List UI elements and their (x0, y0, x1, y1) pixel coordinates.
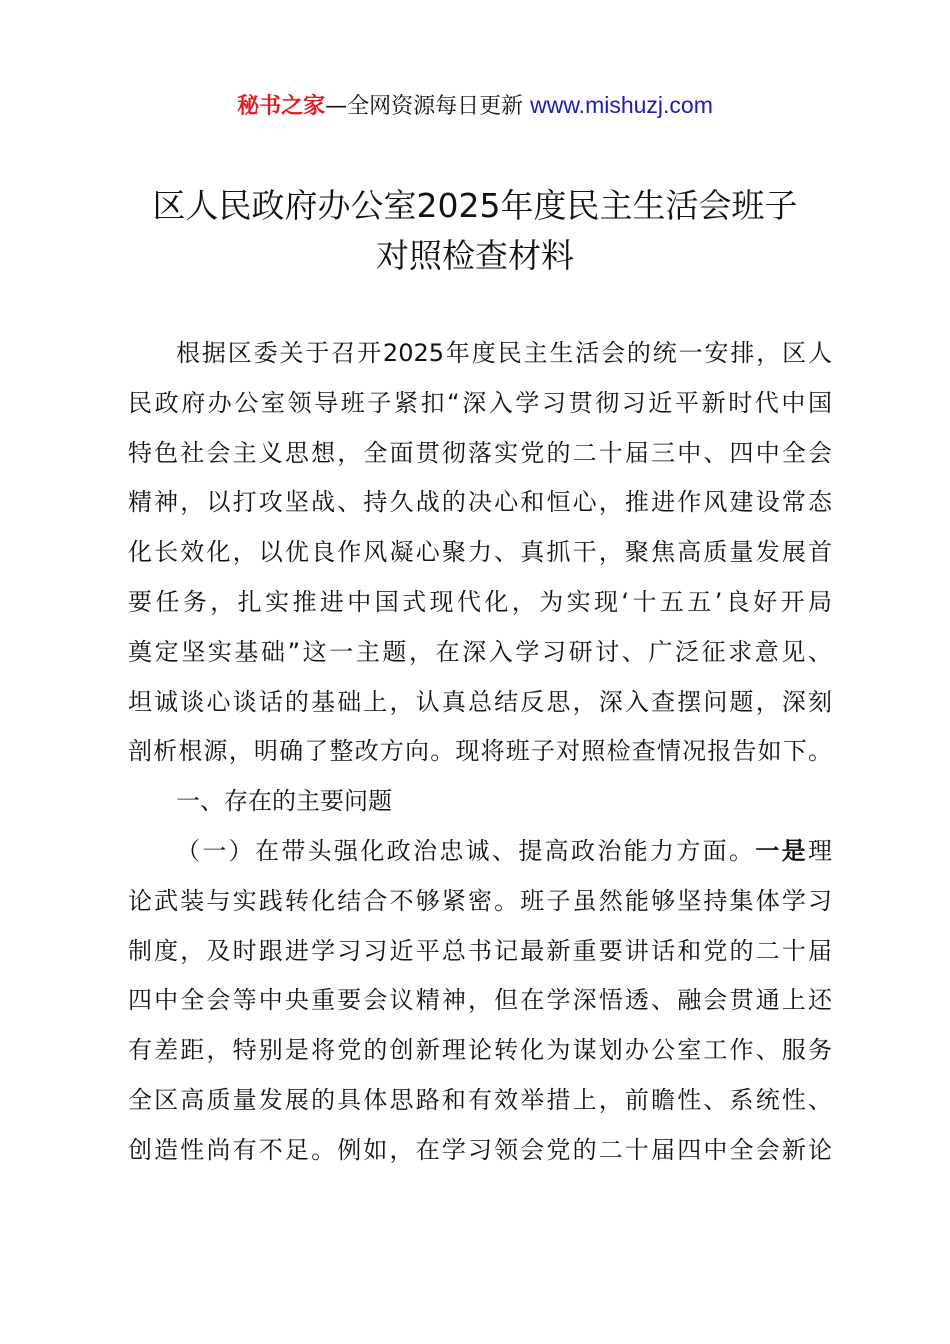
brand-name: 秘书之家 (237, 94, 326, 119)
banner-slogan: —全网资源每日更新 (325, 94, 531, 119)
body-line: 四中全会等中央重要会议精神，但在学深悟透、融会贯通上还 (128, 986, 832, 1015)
body-line: 要任务，扎实推进中国式现代化，为实现‘十五五’良好开局 (128, 587, 832, 616)
bold-marker: 一是 (755, 836, 809, 865)
site-banner (0, 88, 950, 124)
body-line: 论武装与实践转化结合不够紧密。班子虽然能够坚持集体学习 (128, 886, 832, 915)
body-line: 根据区委关于召开2025年度民主生活会的统一安排，区人 (176, 339, 832, 367)
document-body (128, 329, 832, 1176)
body-line: 民政府办公室领导班子紧扣“深入学习贯彻习近平新时代中国 (128, 388, 832, 417)
body-line: 创造性尚有不足。例如，在学习领会党的二十届四中全会新论 (128, 1135, 832, 1164)
document-title-line-2: 对照检查材料 (376, 236, 574, 275)
body-line: 坦诚谈心谈话的基础上，认真总结反思，深入查摆问题，深刻 (128, 687, 832, 716)
body-line: 全区高质量发展的具体思路和有效举措上，前瞻性、系统性、 (128, 1085, 832, 1114)
subsection-heading: （一）在带头强化政治忠诚、提高政治能力方面。 (176, 836, 756, 865)
section-heading: 一、存在的主要问题 (176, 787, 392, 816)
site-url-link[interactable]: www.mishuzj.com (530, 92, 713, 118)
body-line: 化长效化，以优良作风凝心聚力、真抓干，聚焦高质量发展首 (128, 538, 832, 567)
body-line (128, 827, 832, 877)
body-line: 精神，以打攻坚战、持久战的决心和恒心，推进作风建设常态 (128, 488, 832, 517)
body-line: 奠定坚实基础”这一主题，在深入学习研讨、广泛征求意见、 (128, 637, 832, 666)
body-line: 剖析根源，明确了整改方向。现将班子对照检查情况报告如下。 (128, 737, 832, 766)
body-line: 有差距，特别是将党的创新理论转化为谋划办公室工作、服务 (128, 1036, 832, 1065)
document-title-line-1: 区人民政府办公室2025年度民主生活会班子 (152, 186, 798, 225)
body-line: 特色社会主义思想，全面贯彻落实党的二十届三中、四中全会 (128, 438, 832, 467)
body-line: 制度，及时跟进学习习近平总书记最新重要讲话和党的二十届 (128, 936, 832, 965)
body-text: 理 (808, 836, 832, 865)
